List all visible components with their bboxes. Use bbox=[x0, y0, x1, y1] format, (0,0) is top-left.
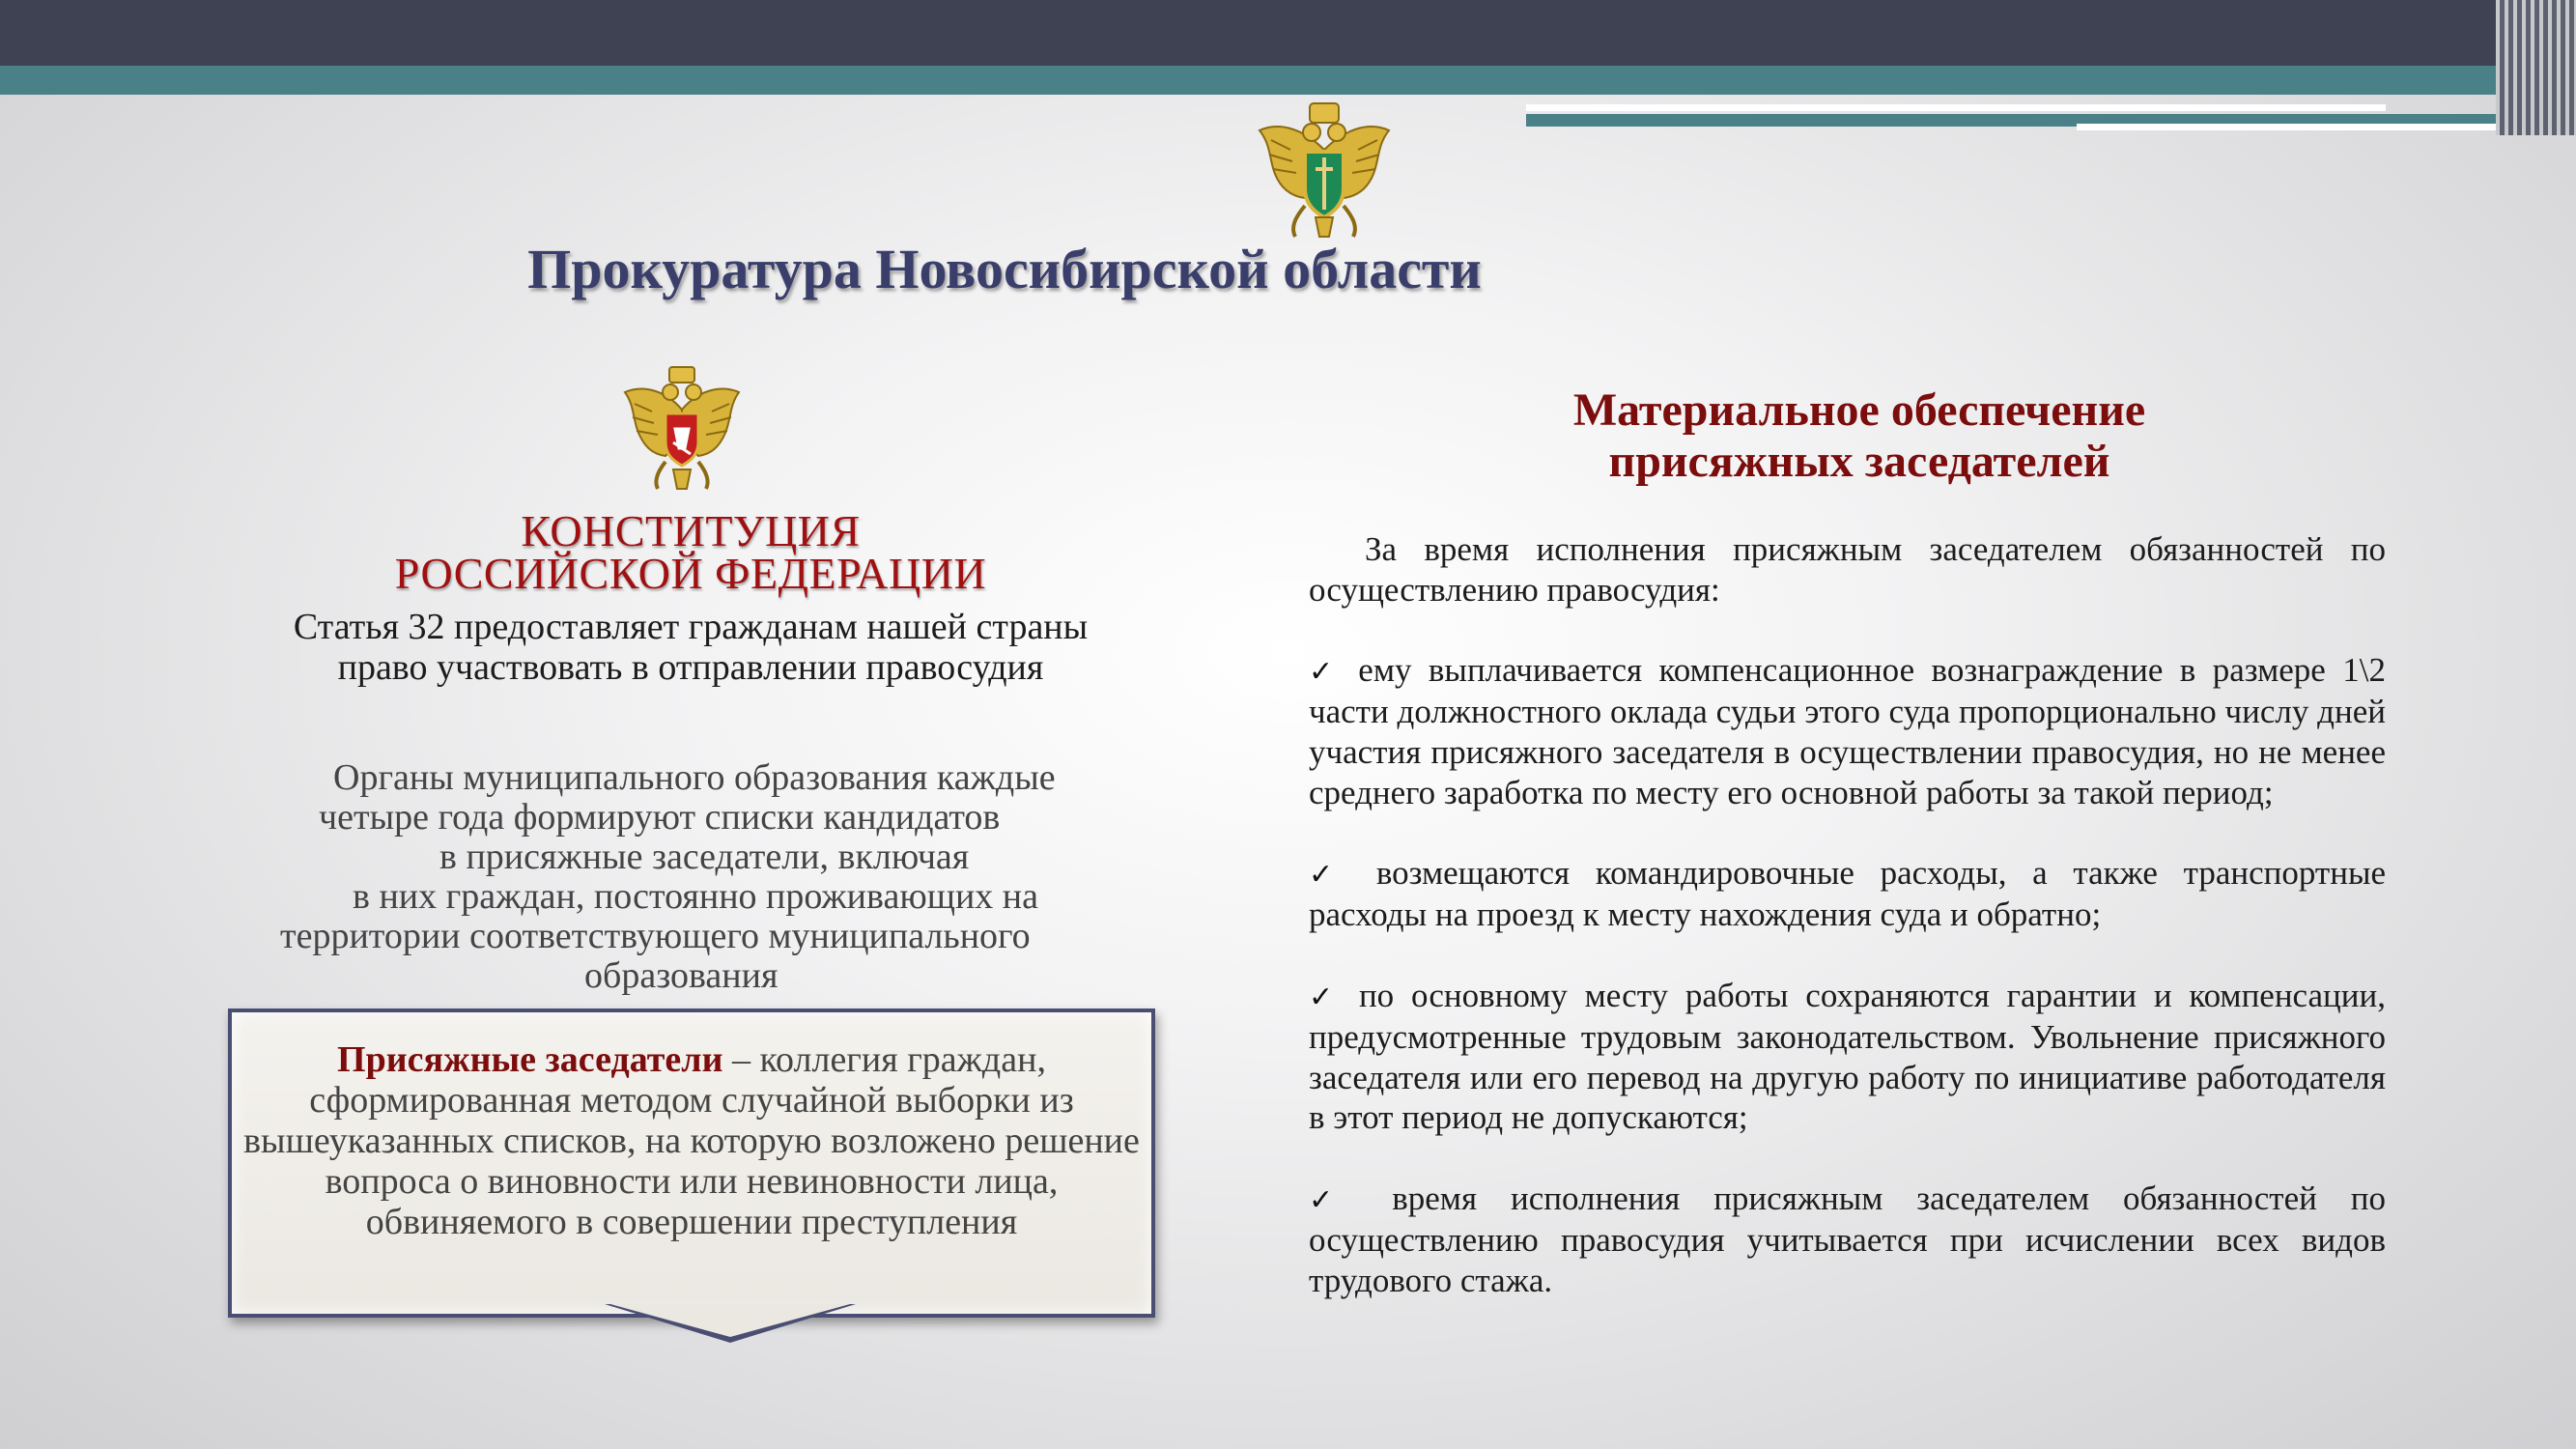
list-item-text: время исполнения присяжным заседателем обязанностей по осуществлению правосудия учитывается при исчислении всех видов трудового стажа. bbox=[1309, 1179, 2387, 1299]
checkmark-icon: ✓ bbox=[1309, 654, 1342, 689]
header-line bbox=[2077, 124, 2511, 130]
municipal-bodies-text bbox=[193, 758, 1198, 996]
page-title: Прокуратура Новосибирской области bbox=[527, 238, 1482, 300]
list-item-text: ему выплачивается компенсационное вознаграждение в размере 1\2 части должностного оклада судьи этого суда пропорционально числу дней участия присяжного заседателя в осуществлении правосудия, но не менее среднего заработка по месту его основной работы за такой период; bbox=[1309, 650, 2386, 811]
organs-line: Органы муниципального образования каждые bbox=[333, 757, 1056, 798]
section-body bbox=[1309, 529, 2386, 1341]
article-32-text bbox=[208, 607, 1174, 688]
corner-stripes bbox=[2496, 0, 2576, 135]
article-line: Статья 32 предоставляет гражданам нашей страны bbox=[293, 607, 1089, 647]
list-item-text: возмещаются командировочные расходы, а также транспортные расходы на проезд к месту нахождения суда и обратно; bbox=[1309, 853, 2387, 934]
teal-bar bbox=[0, 66, 2511, 95]
russian-coat-of-arms-icon bbox=[619, 361, 745, 497]
organs-line: в присяжные заседатели, включая bbox=[439, 837, 970, 877]
section-title bbox=[1304, 384, 2415, 487]
section-title-line: присяжных заседателей bbox=[1608, 436, 2110, 487]
definition-term: Присяжные заседатели bbox=[337, 1039, 723, 1080]
top-bar bbox=[0, 0, 2576, 66]
header-line bbox=[1526, 104, 2386, 111]
checkmark-icon: ✓ bbox=[1309, 1182, 1359, 1217]
organs-line: в них граждан, постоянно проживающих на bbox=[353, 876, 1039, 917]
checkmark-icon: ✓ bbox=[1309, 980, 1343, 1014]
list-item bbox=[1309, 976, 2386, 1138]
organs-line: четыре года формируют списки кандидатов bbox=[319, 797, 1001, 838]
list-item bbox=[1309, 853, 2386, 935]
list-item bbox=[1309, 650, 2386, 812]
checkmark-icon: ✓ bbox=[1309, 857, 1351, 892]
article-line: право участвовать в отправлении правосудия bbox=[337, 647, 1044, 688]
constitution-line: РОССИЙСКОЙ ФЕДЕРАЦИИ bbox=[394, 549, 987, 598]
callout-pointer-fill bbox=[610, 1304, 850, 1337]
definition-callout bbox=[228, 1009, 1155, 1356]
constitution-line: КОНСТИТУЦИЯ bbox=[521, 506, 861, 555]
list-item-text: по основному месту работы сохраняются гарантии и компенсации, предусмотренные трудовым законодательством. Увольнение присяжного заседателя или его перевод на другую работу по инициативе работодателя в этот период не допускаются; bbox=[1309, 976, 2386, 1137]
section-title-line: Материальное обеспечение bbox=[1572, 384, 2146, 436]
organs-line: образования bbox=[584, 955, 778, 996]
intro-paragraph: За время исполнения присяжным заседателем обязанностей по осуществлению правосудия: bbox=[1309, 530, 2386, 609]
definition-box bbox=[228, 1009, 1155, 1318]
constitution-heading bbox=[241, 506, 1140, 598]
list-item bbox=[1309, 1179, 2386, 1301]
organs-line: территории соответствующего муниципального bbox=[280, 916, 1031, 956]
definition-body: – коллегия граждан, сформированная методом случайной выборки из вышеуказанных списков, на которую возложено решение вопроса о виновности или невиновности лица, обвиняемого в совершении преступления bbox=[243, 1039, 1140, 1242]
definition-text bbox=[241, 1039, 1142, 1242]
prosecutor-emblem-icon bbox=[1252, 92, 1397, 246]
